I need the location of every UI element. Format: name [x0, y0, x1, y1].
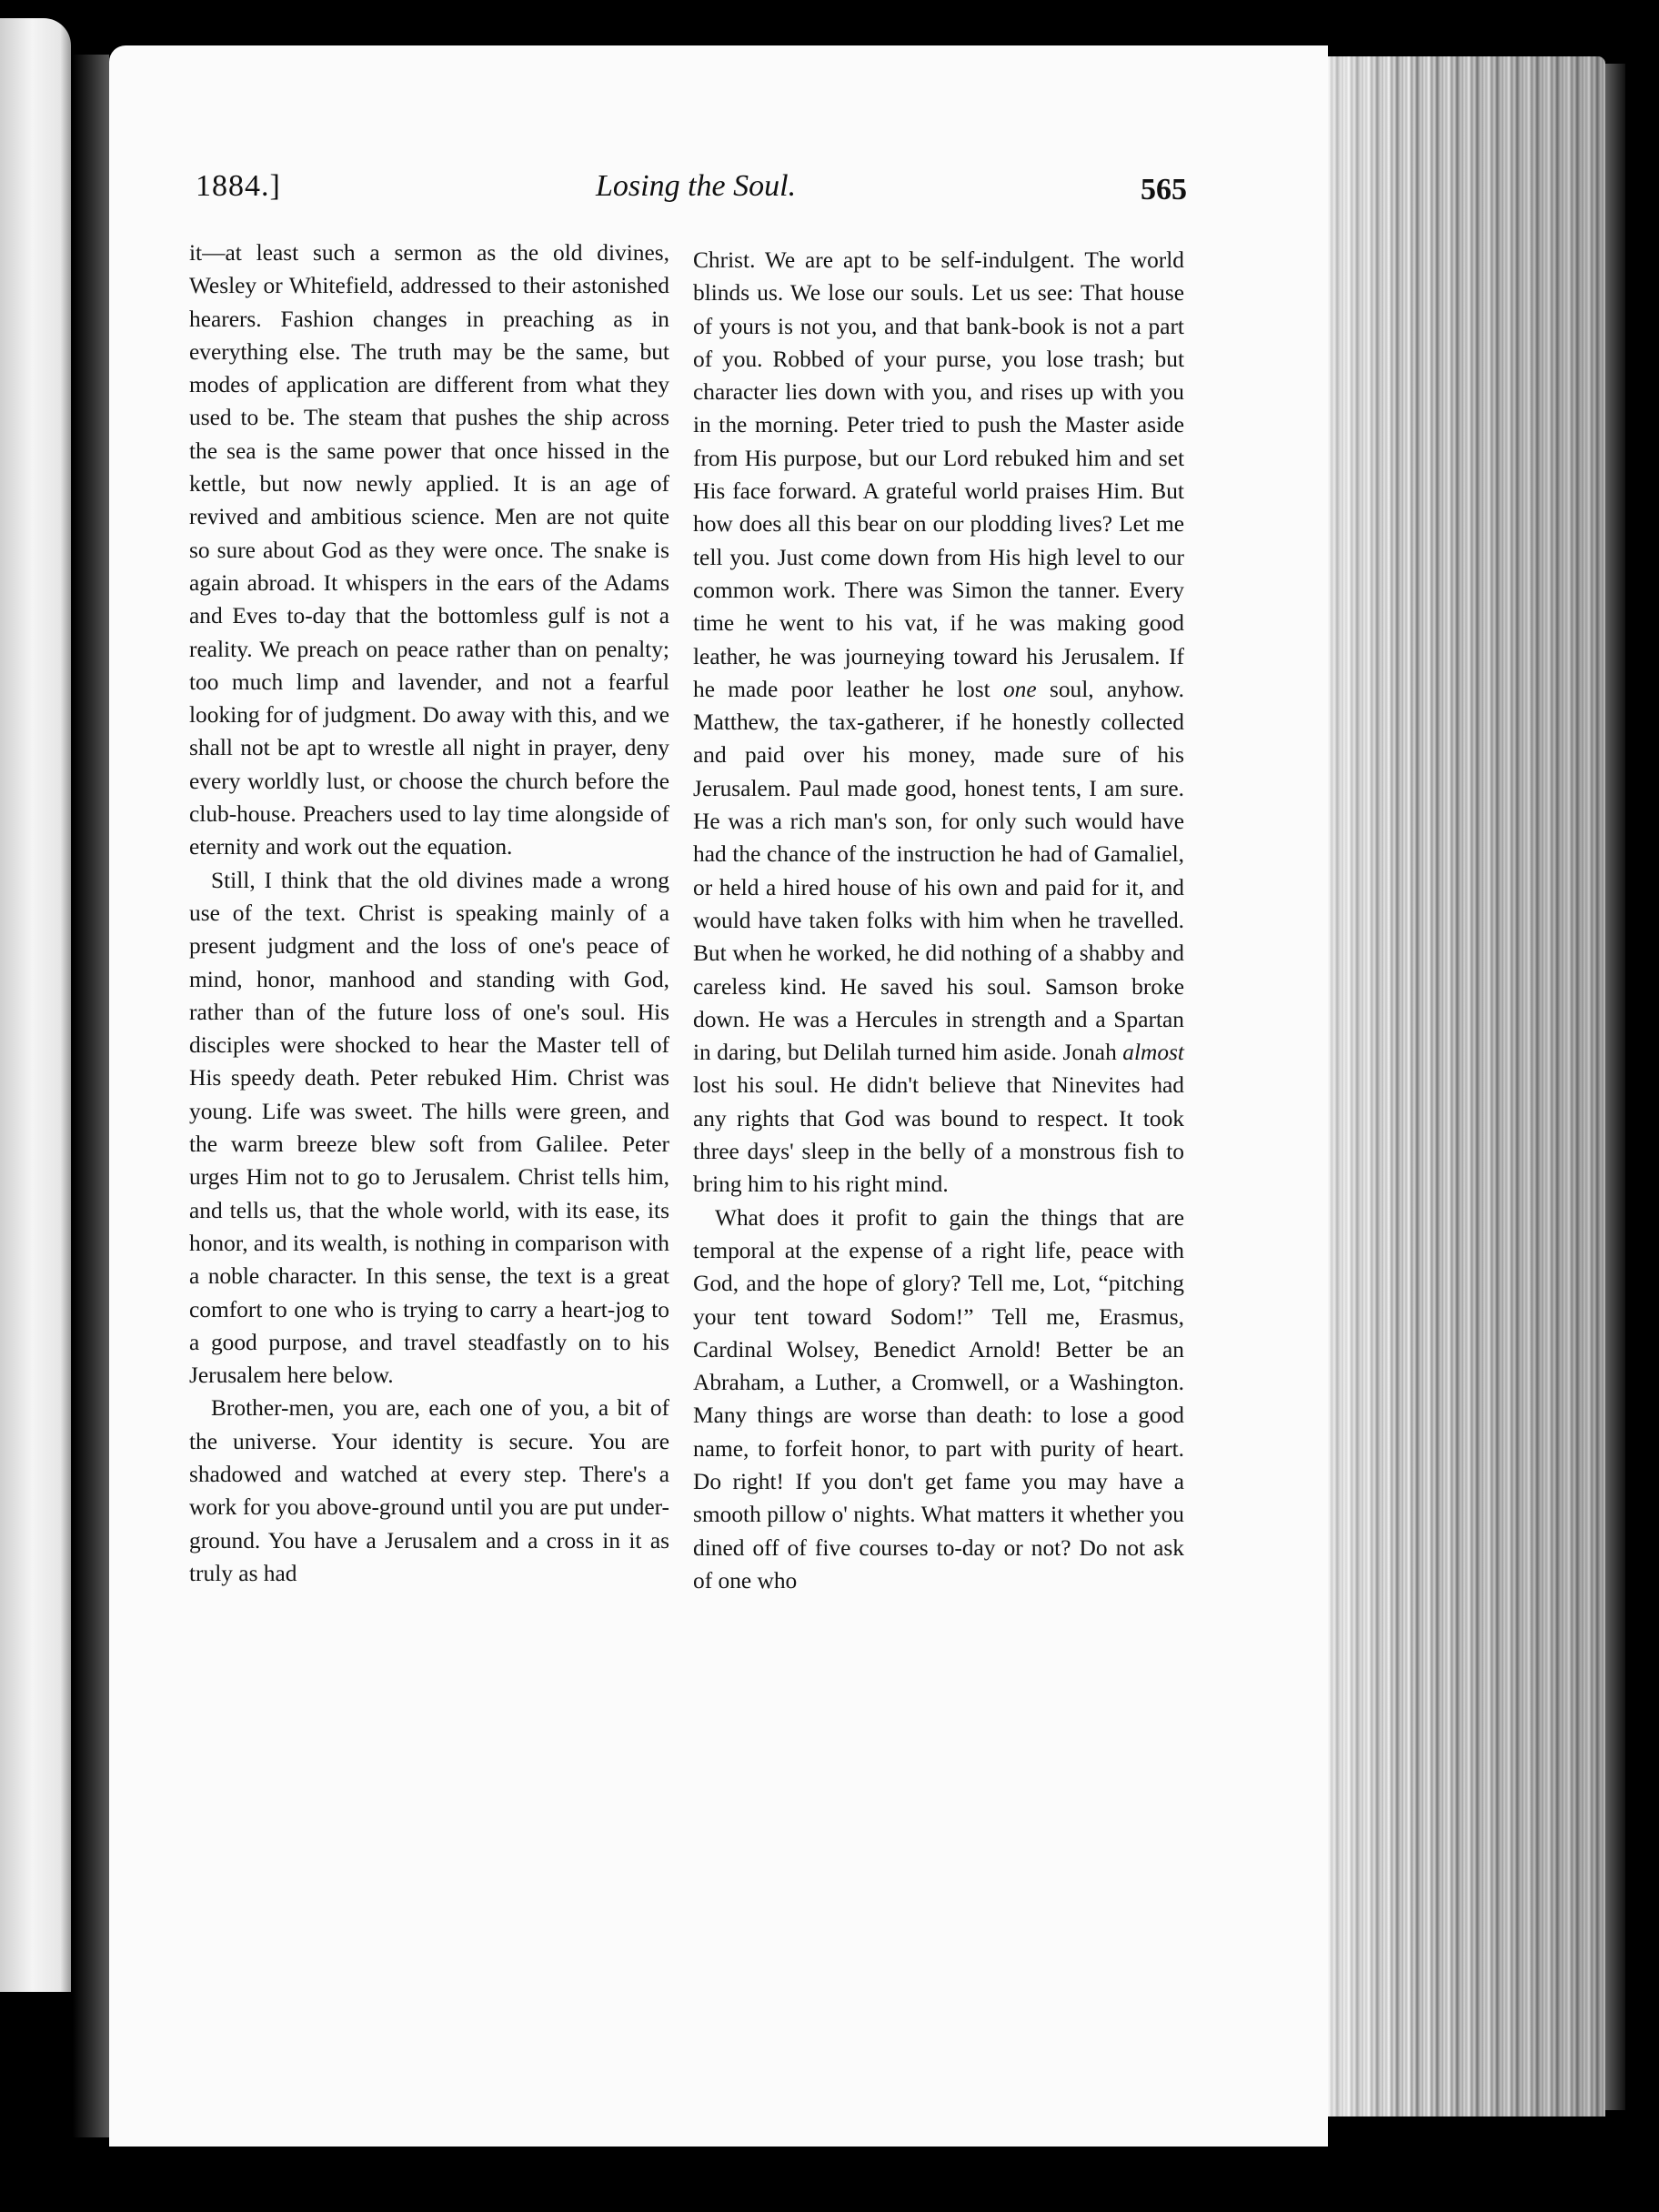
book-gutter [73, 55, 109, 2137]
book-edge-shadow [1605, 64, 1625, 2110]
paragraph: Still, I think that the old divines made a wrong use of the text. Christ is speaking mainly of a present judgment and the loss of one's peace of mind, honor, manhood and standing with God, rather than of the future loss of one's soul. His disciples were shocked to hear the Master tell of His speedy death. Peter rebuked Him. Christ was young. Life was sweet. The hills were green, and the warm breeze blew soft from Galilee. Peter urges Him not to go to Jerusalem. Christ tells him, and tells us, that the whole world, with its ease, its honor, and its wealth, is nothing in comparison with a noble character. In this sense, the text is a great comfort to one who is trying to carry a heart-jog to a good purpose, and travel steadfastly on to his Jerusalem here below. [189, 867, 669, 1389]
left-column [189, 236, 669, 1590]
header-year: 1884.] [196, 169, 281, 203]
italic-word: almost [1122, 1040, 1184, 1066]
text-run: lost his soul. He didn't believe that Ninevites had any rights that God was bound to respect. It took three days' sleep in the belly of a monstrous fish to bring him to his right mind. [693, 1072, 1184, 1198]
text-run: soul, anyhow. Matthew, the tax-gatherer, if he honestly collected and paid over his money, made sure of his Jerusalem. Paul made good, honest tents, I am sure. He was a rich man's son, for only such would have had the chance of the instruction he had of Gamaliel, or held a hired house of his own and paid for it, and would have taken folks with him when he travelled. But when he worked, he did nothing of a shabby and careless kind. He saved his soul. Samson broke down. He was a Hercules in strength and a Spartan in daring, but Delilah turned him aside. Jonah [693, 676, 1184, 1066]
page-number: 565 [1141, 173, 1187, 206]
text-run: Christ. We are apt to be self-indulgent. The world blinds us. We lose our souls. Let us see: That house of yours is not you, and that bank-book is not a part of you. Robbed of your purse, you lose trash; but character lies down with you, and rises up with you in the morning. Peter tried to push the Master aside from His purpose, but our Lord rebuked him and set His face forward. A grateful world praises Him. But how does all this bear on our plodding lives? Let me tell you. Just come down from His high level to our common work. There was Simon the tanner. Every time he went to his vat, if he was making good leather, he was journeying toward his Jerusalem. If he made poor leather he lost [693, 247, 1184, 702]
paragraph [693, 244, 1184, 1202]
running-title: Losing the Soul. [596, 169, 797, 203]
paragraph: Brother-men, you are, each one of you, a bit of the universe. Your identity is secure. You are shadowed and watched at every step. There's a work for you above-ground until you are put under-ground. You have a Jerusalem and a cross in it as truly as had [189, 1395, 669, 1586]
page-stack-edges [1323, 56, 1605, 2116]
facing-page-edge [0, 18, 71, 1992]
right-column [693, 244, 1184, 1597]
paragraph: it—at least such a sermon as the old divines, Wesley or Whitefield, addressed to their astonished hearers. Fashion changes in preaching as in everything else. The truth may be the same, but modes of application are different from what they used to be. The steam that pushes the ship across the sea is the same power that once hissed in the kettle, but now newly applied. It is an age of revived and ambitious science. Men are not quite so sure about God as they were once. The snake is again abroad. It whispers in the ears of the Adams and Eves to-day that the bottomless gulf is not a reality. We preach on peace rather than on penalty; too much limp and lavender, and not a fearful looking for of judgment. Do away with this, and we shall not be apt to wrestle all night in prayer, deny every worldly lust, or choose the church before the club-house. Preachers used to lay time alongside of eternity and work out the equation. [189, 240, 669, 860]
paragraph: What does it profit to gain the things that are temporal at the expense of a right life, peace with God, and the hope of glory? Tell me, Lot, “pitching your tent toward Sodom!” Tell me, Erasmus, Cardinal Wolsey, Benedict Arnold! Better be an Abraham, a Luther, a Cromwell, or a Washington. Many things are worse than death: to lose a good name, to forfeit honor, to part with purity of heart. Do right! If you don't get fame you may have a smooth pillow o' nights. What matters it whether you dined off of five courses to-day or not? Do not ask of one who [693, 1204, 1184, 1594]
italic-word: one [1002, 676, 1037, 702]
running-header [196, 169, 1187, 224]
